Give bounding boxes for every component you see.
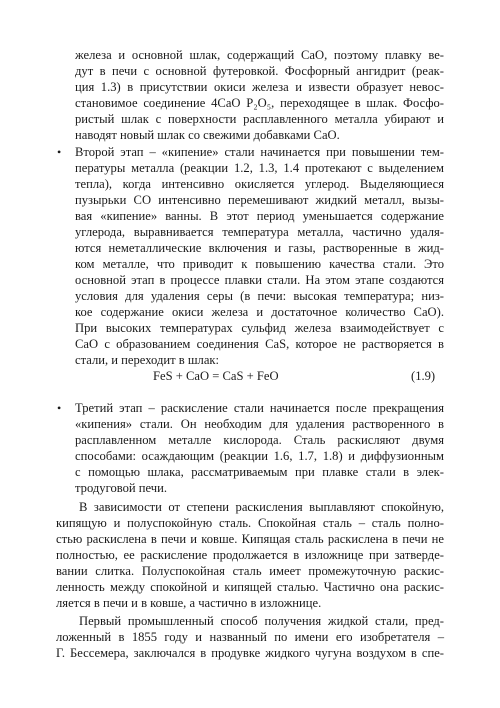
text-line: ком металле, что приводит к повышению качества стали. Это: [75, 257, 444, 271]
equation: FeS + CaO = CaS + FeO: [153, 369, 279, 383]
text-line: кое содержание окиси железа и достаточное количество CaO).: [75, 305, 444, 319]
text-line: В зависимости от степени раскисления выплавляют спокойную,: [79, 500, 444, 514]
text-line: ленность между спокойной и кипящей сталью. Частично она раскис-: [56, 580, 444, 594]
text-line: способами: осаждающим (реакции 1.6, 1.7, 1.8) и диффузионным: [75, 449, 444, 463]
text-line: пузырьки CO интенсивно перемешивают жидкий металл, вызы-: [75, 193, 444, 207]
text-line: CaO с образованием соединения CaS, которое не растворяется в: [75, 337, 444, 351]
text-line: стью раскислена в печи и ковше. Кипящая сталь раскислена в печи не: [56, 532, 444, 546]
text-line: ложенный в 1855 году и названный по имени его изобретателя –: [56, 630, 444, 644]
text-line: вая «кипение» ванны. В этот период уменьшается содержание: [75, 209, 444, 223]
text-line: Второй этап – «кипение» стали начинается при повышении тем-: [75, 145, 444, 159]
bullet-marker: •: [57, 145, 62, 159]
text-line: вании слитка. Полуспокойная сталь имеет промежуточную раскис-: [56, 564, 444, 578]
text-line: пературы металла (реакции 1.2, 1.3, 1.4 протекают с выделением: [75, 161, 444, 175]
text-line: Третий этап – раскисление стали начинается после прекращения: [75, 401, 444, 415]
text-line: становимое соединение 4CaO P₂O₅, переходящее в шлак. Фосфо-: [75, 96, 444, 110]
text-line: углерода, выравнивается температура металла, частично удаля-: [75, 225, 444, 239]
text-line: Г. Бессемера, заключался в продувке жидкого чугуна воздухом в спе-: [56, 646, 444, 660]
text-line: с помощью шлака, рассматриваемым при плавке стали в элек-: [75, 465, 444, 479]
text-line: ция 1.3) в присутствии окиси железа и извести образует невос-: [75, 80, 444, 94]
bullet-marker: •: [57, 401, 62, 415]
text-line: расплавленном металле кислорода. Сталь раскисляют двумя: [75, 433, 444, 447]
text-line: дут в печи с основной футеровкой. Фосфорный ангидрит (реак-: [75, 64, 444, 78]
text-line: кипящую и полуспокойную сталь. Спокойная сталь – сталь полно-: [56, 516, 444, 530]
text-line: полностью, ее раскисление продолжается в изложнице при затверде-: [56, 548, 444, 562]
text-line: ются неметаллические включения и газы, растворенные в жид-: [75, 241, 444, 255]
text-line: тепла), когда интенсивно окисляется углерод. Выделяющиеся: [75, 177, 444, 191]
text-line: ляется в печи и в ковше, а частично в изложнице.: [56, 596, 322, 610]
text-line: условия для удаления серы (в печи: высокая температура; низ-: [75, 289, 444, 303]
text-line: основной этап в процессе плавки стали. На этом этапе создаются: [75, 273, 444, 287]
text-line: тродуговой печи.: [75, 481, 168, 495]
text-line: железа и основной шлак, содержащий CaO, поэтому плавку ве-: [75, 48, 444, 62]
equation-number: (1.9): [411, 369, 436, 383]
text-line: «кипения» стали. Он необходим для удаления растворенного в: [75, 417, 444, 431]
text-line: Первый промышленный способ получения жидкой стали, пред-: [79, 614, 444, 628]
text-line: наводят новый шлак со свежими добавками CaO.: [75, 128, 340, 142]
text-line: При высоких температурах сульфид железа взаимодействует с: [75, 321, 444, 335]
text-line: стали, и переходит в шлак:: [75, 353, 220, 367]
text-line: ристый шлак с поверхности расплавленного металла убирают и: [75, 112, 444, 126]
